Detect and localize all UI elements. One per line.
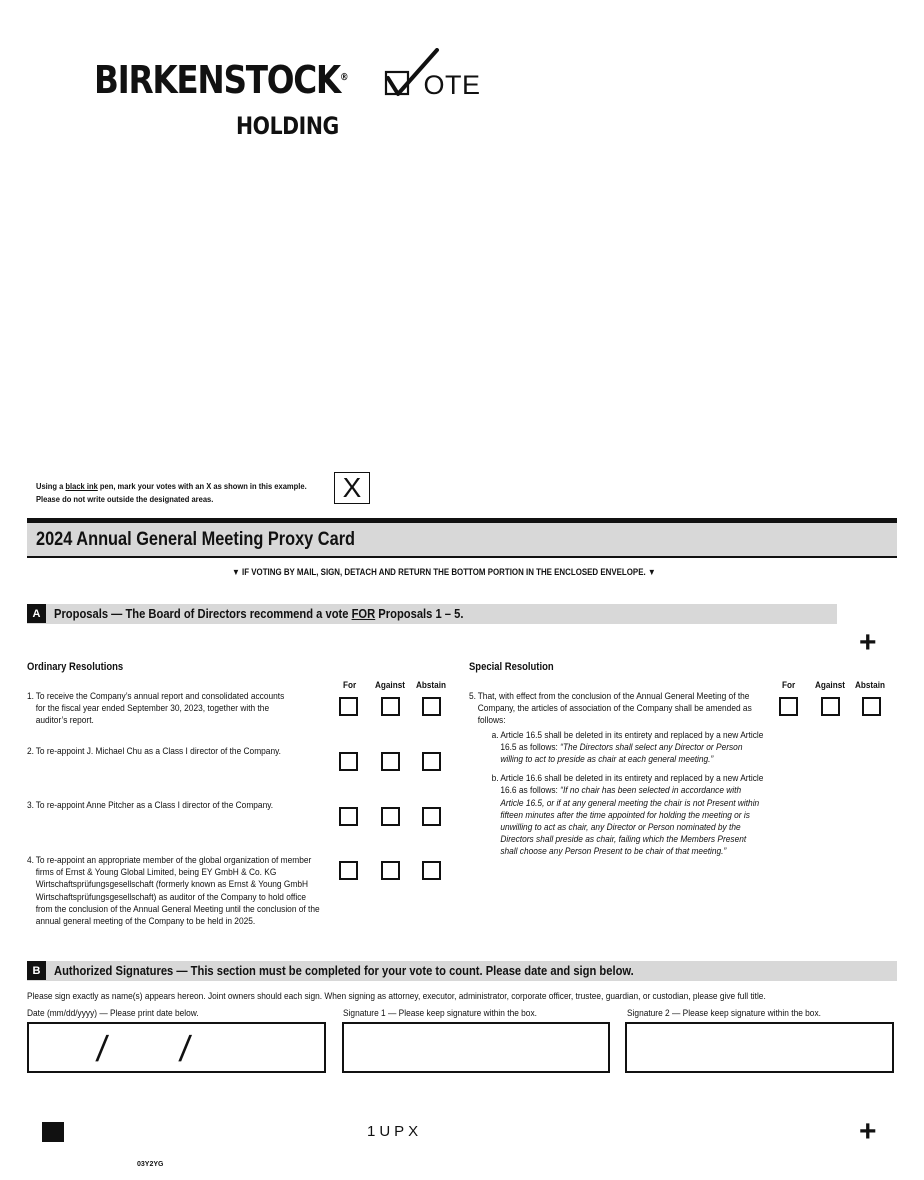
example-x-mark: X (342, 472, 362, 503)
signature-instructions: Please sign exactly as name(s) appears hereon. Joint owners should each sign. When signing as attorney, executor, administrator, corporate officer, trustee, guardian, or custodian, please give full title. (27, 991, 766, 1002)
proposal-5b: b. Article 16.6 shall be deleted in its entirety and replaced by a new Article 16.6 as follows: “If no chair has been selected in accordance with Article 16.5, or if at any general meeting the chair is not Present within fifteen minutes after the time appointed for holding the meeting or is unwilling to act as chair, any Director or Person nominated by the Directors shall preside as chair, failing which the Members Present shall choose any Person Present to be chair of that meeting.” (491, 773, 764, 858)
proposal-4-abstain-checkbox[interactable] (422, 861, 441, 880)
brand-logo-text (94, 58, 349, 102)
date-field[interactable] (27, 1022, 326, 1073)
black-ink-emphasis: black ink (65, 481, 98, 491)
proposal-5a: a. Article 16.5 shall be deleted in its entirety and replaced by a new Article 16.5 as follows: “The Directors shall select any Director or Person willing to act to preside as chair at each general meeting.” (491, 729, 764, 766)
proposal-4: 4. To re-appoint an appropriate member of the global organization of member firms of Ernst & Young Global Limited, being EY GmbH & Co. KG Wirtschaftsprüfungsgesellschaft (formerly known as Ernst & Young GmbH Wirtschaftsprüfungsgesellschaft) as auditor of the Company to hold office from the conclusion of the Annual General Meeting until the conclusion of the annual general meeting of the Company to be held in 2025. (27, 855, 320, 928)
for-emphasis: FOR (351, 606, 376, 621)
proposal-3: 3. To re-appoint Anne Pitcher as a Class I director of the Company. (27, 800, 274, 811)
marking-instructions (36, 480, 307, 506)
brand-registered-mark: ® (339, 72, 349, 83)
col-abstain-left: Abstain (416, 680, 446, 691)
vote-logo-text (405, 70, 481, 101)
col-against-right: Against (815, 680, 845, 691)
date-separator-2: / (177, 1028, 193, 1069)
proposal-3-against-checkbox[interactable] (381, 807, 400, 826)
proposal-3-abstain-checkbox[interactable] (422, 807, 441, 826)
col-for-right: For (782, 680, 796, 691)
section-a-letter: A (27, 604, 46, 623)
special-resolution-heading: Special Resolution (469, 661, 554, 673)
proposal-1-abstain-checkbox[interactable] (422, 697, 441, 716)
date-label: Date (mm/dd/yyyy) — Please print date below. (27, 1008, 199, 1019)
vote-logo-letters: OTE (423, 70, 481, 100)
col-for-left: For (343, 680, 357, 691)
proposal-5-abstain-checkbox[interactable] (862, 697, 881, 716)
brand-subtitle: HOLDING (236, 112, 339, 140)
instruction-line-2: Please do not write outside the designated areas. (36, 494, 214, 504)
proposal-1-for-checkbox[interactable] (339, 697, 358, 716)
section-b-letter: B (27, 961, 46, 980)
ordinary-resolutions-heading: Ordinary Resolutions (27, 661, 124, 673)
proposal-2: 2. To re-appoint J. Michael Chu as a Class I director of the Company. (27, 746, 281, 757)
proposal-5-for-checkbox[interactable] (779, 697, 798, 716)
proposal-5-against-checkbox[interactable] (821, 697, 840, 716)
instruction-line-1: Using a black ink pen, mark your votes with an X as shown in this example. (36, 481, 307, 491)
section-b-title: Authorized Signatures — This section must be completed for your vote to count. Please date and sign below. (54, 963, 634, 978)
proposal-2-abstain-checkbox[interactable] (422, 752, 441, 771)
proposal-4-against-checkbox[interactable] (381, 861, 400, 880)
proposal-1-against-checkbox[interactable] (381, 697, 400, 716)
registration-square-mark (42, 1122, 64, 1142)
barcode-text: 1UPX (367, 1123, 423, 1140)
mail-instruction: ▼ IF VOTING BY MAIL, SIGN, DETACH AND RETURN THE BOTTOM PORTION IN THE ENCLOSED ENVELOPE. ▼ (232, 567, 656, 577)
proposal-5: 5. That, with effect from the conclusion of the Annual General Meeting of the Company, the articles of association of the Company shall be amended as follows: a. Article 16.5 shall be deleted in its entirety and replaced by a new Article 16.5 as follows: “The Directors shall select any Director or Person willing to act to preside as chair at each general meeting.” b. Article 16.6 shall be deleted in its entirety and replaced by a new Article 16.6 as follows: “If no chair has been selected in accordance with Article 16.5, or if at any general meeting the chair is not Present within fifteen minutes after the time appointed for holding the meeting or is unwilling to act as chair, any Director or Person nominated by the Directors shall preside as chair, failing which the Members Present shall choose any Person Present to be chair of that meeting.” (469, 691, 764, 858)
card-title: 2024 Annual General Meeting Proxy Card (36, 529, 356, 550)
registration-plus-mark: + (859, 626, 877, 659)
form-code: 03Y2YG (137, 1161, 164, 1168)
col-against-left: Against (375, 680, 405, 691)
proposal-4-for-checkbox[interactable] (339, 861, 358, 880)
signature-2-label: Signature 2 — Please keep signature within the box. (627, 1008, 821, 1019)
example-mark-box (334, 472, 370, 504)
signature-1-field[interactable] (342, 1022, 610, 1073)
footer-plus-mark: + (859, 1115, 877, 1148)
proposal-2-against-checkbox[interactable] (381, 752, 400, 771)
date-separator-1: / (94, 1028, 110, 1069)
proposal-3-for-checkbox[interactable] (339, 807, 358, 826)
signature-2-field[interactable] (625, 1022, 894, 1073)
section-a-title: Proposals — The Board of Directors recommend a vote FOR Proposals 1 – 5. (54, 606, 464, 621)
col-abstain-right: Abstain (855, 680, 885, 691)
proposal-2-for-checkbox[interactable] (339, 752, 358, 771)
signature-1-label: Signature 1 — Please keep signature within the box. (343, 1008, 537, 1019)
brand-name: BIRKENSTOCK (94, 58, 340, 102)
proposal-1: 1. To receive the Company’s annual report and consolidated accounts for the fiscal year ended September 30, 2023, together with the auditor’s report. (27, 691, 285, 727)
